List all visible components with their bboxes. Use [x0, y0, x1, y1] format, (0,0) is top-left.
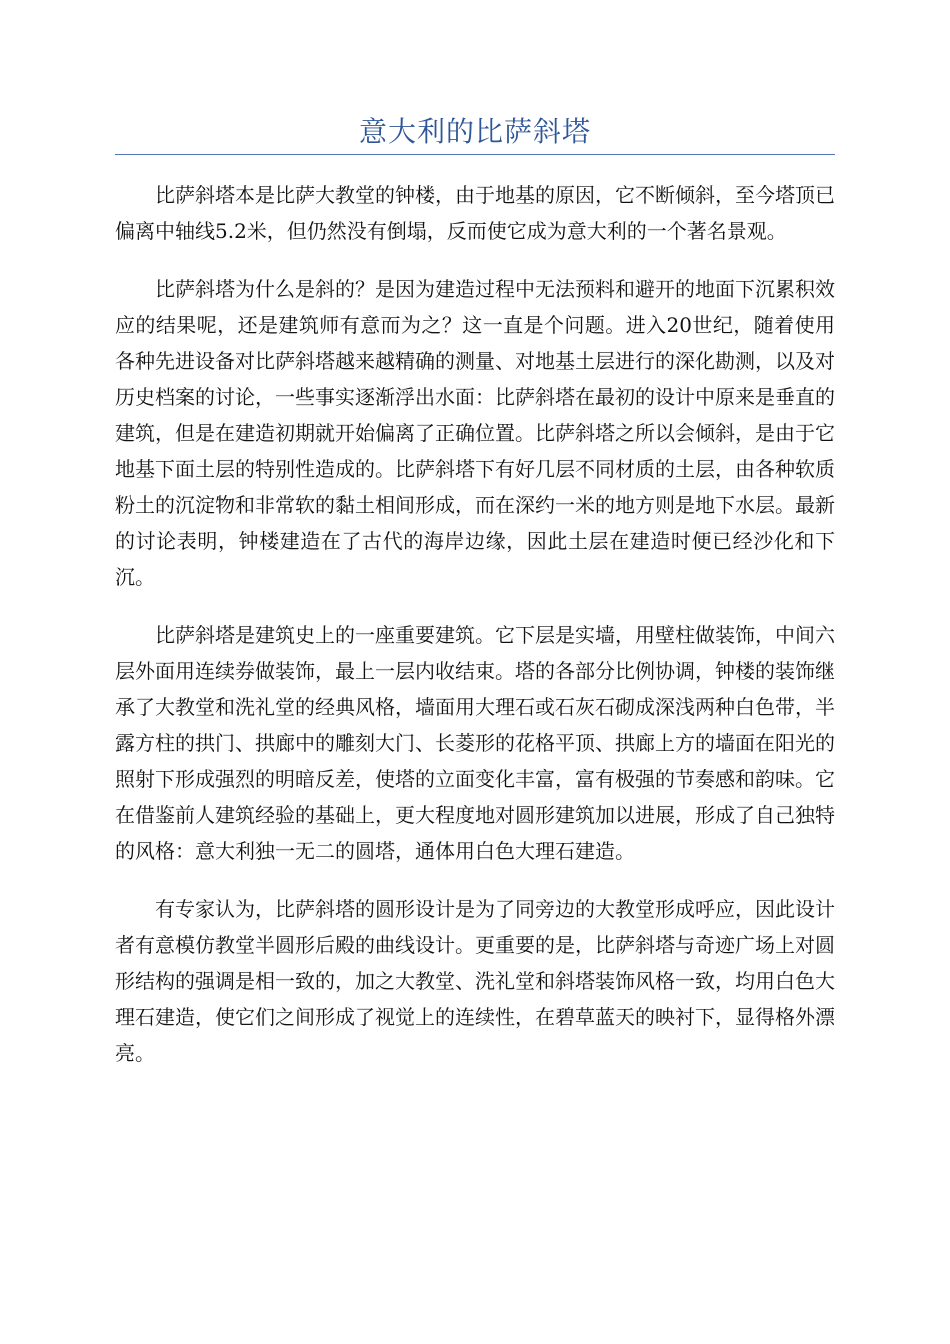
paragraph-1: 比萨斜塔本是比萨大教堂的钟楼，由于地基的原因，它不断倾斜，至今塔顶已偏离中轴线5.2米，但仍然没有倒塌，反而使它成为意大利的一个著名景观。 — [115, 183, 835, 243]
paragraph-3: 比萨斜塔是建筑史上的一座重要建筑。它下层是实墙，用壁柱做装饰，中间六层外面用连续券做装饰，最上一层内收结束。塔的各部分比例协调，钟楼的装饰继承了大教堂和洗礼堂的经典风格，墙面用大理石或石灰石砌成深浅两种白色带，半露方柱的拱门、拱廊中的雕刻大门、长菱形的花格平顶、拱廊上方的墙面在阳光的照射下形成强烈的明暗反差，使塔的立面变化丰富，富有极强的节奏感和韵味。它在借鉴前人建筑经验的基础上，更大程度地对圆形建筑加以进展，形成了自己独特的风格：意大利独一无二的圆塔，通体用白色大理石建造。 — [115, 623, 835, 863]
document-body — [115, 177, 835, 1093]
paragraph-2: 比萨斜塔为什么是斜的？是因为建造过程中无法预料和避开的地面下沉累积效应的结果呢，还是建筑师有意而为之？这一直是个问题。进入20世纪，随着使用各种先进设备对比萨斜塔越来越精确的测量、对地基土层进行的深化勘测，以及对历史档案的讨论，一些事实逐渐浮出水面：比萨斜塔在最初的设计中原来是垂直的建筑，但是在建造初期就开始偏离了正确位置。比萨斜塔之所以会倾斜，是由于它地基下面土层的特别性造成的。比萨斜塔下有好几层不同材质的土层，由各种软质粉土的沉淀物和非常软的黏土相间形成，而在深约一米的地方则是地下水层。最新的讨论表明，钟楼建造在了古代的海岸边缘，因此土层在建造时便已经沙化和下沉。 — [115, 277, 835, 589]
page-title: 意大利的比萨斜塔 — [358, 115, 591, 148]
title-underline — [115, 154, 835, 155]
paragraph-4: 有专家认为，比萨斜塔的圆形设计是为了同旁边的大教堂形成呼应，因此设计者有意模仿教堂半圆形后殿的曲线设计。更重要的是，比萨斜塔与奇迹广场上对圆形结构的强调是相一致的，加之大教堂、洗礼堂和斜塔装饰风格一致，均用白色大理石建造，使它们之间形成了视觉上的连续性，在碧草蓝天的映衬下，显得格外漂亮。 — [115, 897, 835, 1065]
